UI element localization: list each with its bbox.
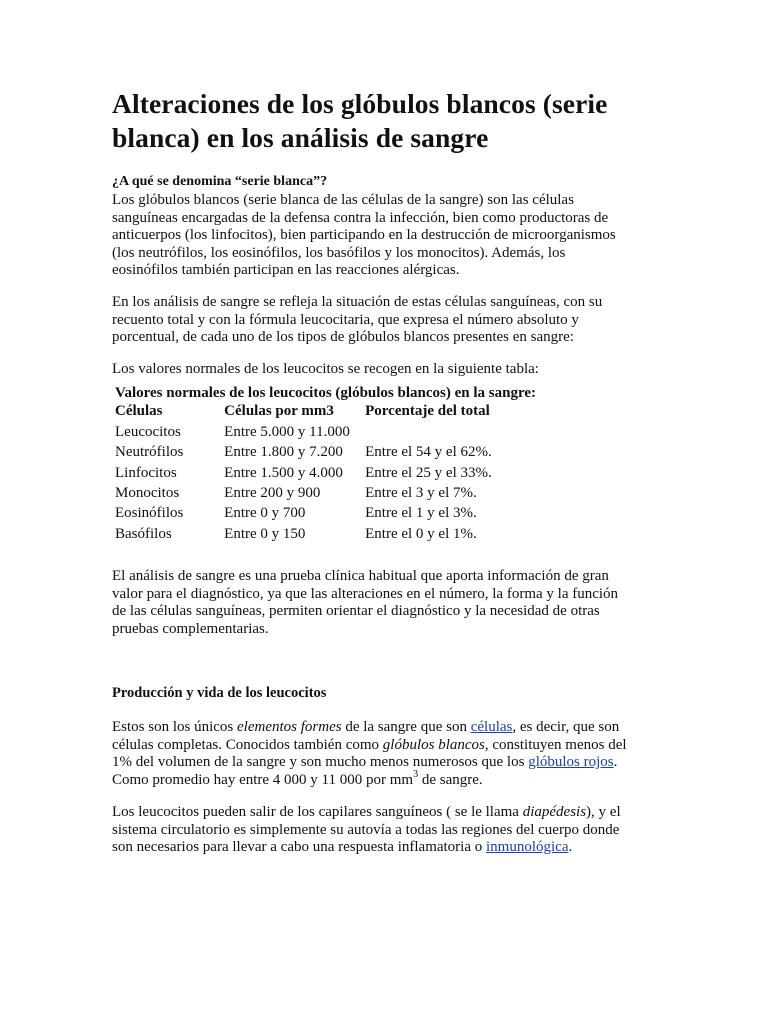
table-caption: Valores normales de los leucocitos (glóbulos blancos) en la sangre: [115,385,536,401]
intro-paragraph: Los glóbulos blancos (serie blanca de las células de la sangre) son las células sanguíneas encargadas de la defensa contra la infección, bien como productoras de anticuerpos (los linfocitos), bien participando en la destrucción de microorganismos (los neutrófilos, los eosinófilos, los basófilos y los monocitos). Además, los eosinófilos también participan en las reacciones alérgicas. [112,192,616,278]
link-celulas[interactable]: células [470,719,513,735]
table-row [112,484,542,504]
emphasis-text: elementos formes [237,719,342,735]
link-globulos-rojos[interactable]: glóbulos rojos [528,754,614,770]
leukocyte-table-block [112,384,542,545]
table-header-cell: Células por mm3 [224,403,334,420]
table-row [112,504,542,524]
emphasis-text: glóbulos blancos [382,736,485,753]
text-span: , es decir, que son células completas. Conocidos también como [112,719,620,753]
table-cell: Eosinófilos [115,505,184,522]
table-row [112,463,542,483]
text-span: ), y el sistema circulatorio es simplemente su autovía a todas las regiones del cuerpo donde son necesarios para llevar a cabo una respuesta inflamatoria o [112,804,621,855]
table-cell: Entre el 3 y el 7%. [365,485,477,501]
table-cell: Entre el 54 y el 62%. [365,444,492,461]
leukocyte-table [112,402,542,545]
text-span: , constituyen menos del 1% del volumen de la sangre y son mucho menos numerosos que los [112,736,627,770]
table-cell: Monocitos [115,485,180,501]
table-cell: Leucocitos [115,423,181,440]
table-cell: Entre 1.500 y 4.000 [224,464,343,481]
table-header-row [112,402,542,422]
page-title: Alteraciones de los glóbulos blancos (serie blanca) en los análisis de sangre [112,88,608,153]
diagnosis-paragraph: El análisis de sangre es una prueba clínica habitual que aporta información de gran valor para el diagnóstico, ya que las alteraciones en el número, la forma y la función de las células sanguíneas, permiten orientar el diagnóstico y la necesidad de otras pruebas complementarias. [112,568,619,637]
text-span: Estos son los únicos [112,719,238,735]
text-span: . [568,839,573,855]
section-heading: Producción y vida de los leucocitos [112,685,327,701]
table-cell: Entre 5.000 y 11.000 [224,423,350,440]
table-row [112,524,542,544]
table-cell: Basófilos [115,525,172,542]
diapedesis-paragraph [112,804,642,857]
question-heading: ¿A qué se denomina “serie blanca”? [112,174,328,189]
table-cell: Entre el 1 y el 3%. [365,505,477,522]
table-intro-paragraph: Los valores normales de los leucocitos se recogen en la siguiente tabla: [112,361,539,377]
table-cell: Entre 0 y 700 [224,505,306,522]
table-row [112,443,542,463]
table-cell: Entre 1.800 y 7.200 [224,444,343,461]
table-cell: Entre el 0 y el 1%. [365,525,477,542]
text-span: de sangre. [418,771,483,788]
table-cell: Neutrófilos [115,444,184,461]
text-span: . Como promedio hay entre 4 000 y 11 000 por mm [112,754,618,788]
superscript: 3 [413,768,419,780]
emphasis-text: diapédesis [522,804,587,820]
table-cell: Entre 200 y 900 [224,485,321,501]
table-cell: Entre el 25 y el 33%. [365,464,492,481]
table-row [112,422,542,442]
table-cell: Entre 0 y 150 [224,525,306,542]
text-span: de la sangre que son [341,719,471,735]
table-cell: Linfocitos [115,464,177,481]
link-inmunologica[interactable]: inmunológica [486,839,569,855]
table-header-cell: Células [115,403,163,420]
table-cell [365,422,542,442]
analysis-paragraph: En los análisis de sangre se refleja la situación de estas células sanguíneas, con su recuento total y con la fórmula leucocitaria, que expresa el número absoluto y porcentual, de cada uno de los tipos de glóbulos blancos presentes en sangre: [112,294,603,345]
table-header-cell: Porcentaje del total [365,403,490,420]
leukocyte-paragraph [112,719,637,789]
text-span: Los leucocitos pueden salir de los capilares sanguíneos ( se le llama [112,804,523,820]
